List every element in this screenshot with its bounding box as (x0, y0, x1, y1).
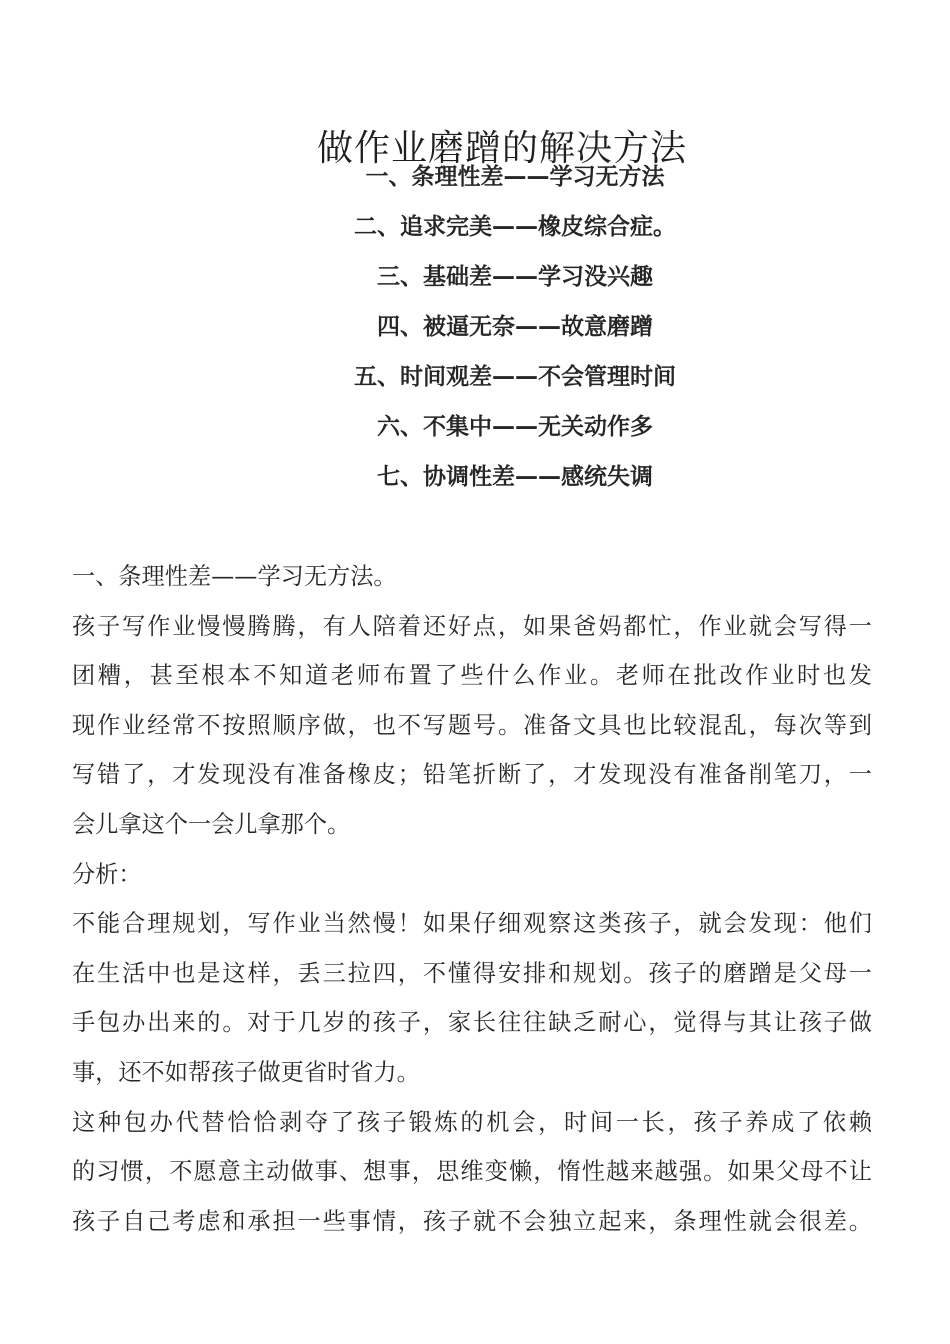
text-line: 事，还不如帮孩子做更省时省力。 (72, 1058, 420, 1086)
analysis-label: 分析： (72, 860, 142, 888)
section-body (72, 552, 872, 1246)
text-line: 在生活中也是这样，丢三拉四，不懂得安排和规划。孩子的磨蹭是父母一 (72, 959, 872, 987)
text-line: 的习惯，不愿意主动做事、想事，思维变懒，惰性越来越强。如果父母不让 (72, 1158, 872, 1186)
text-line: 孩子自己考虑和承担一些事情，孩子就不会独立起来，条理性就会很差。 (72, 1207, 872, 1235)
toc-item: 四、被逼无奈——故意磨蹭 (377, 314, 653, 340)
text-line: 孩子写作业慢慢腾腾，有人陪着还好点，如果爸妈都忙，作业就会写得一 (72, 612, 872, 640)
toc-item: 六、不集中——无关动作多 (377, 414, 653, 440)
section-heading: 一、条理性差——学习无方法。 (72, 563, 397, 590)
toc-item: 三、基础差——学习没兴趣 (377, 264, 653, 290)
table-of-contents (0, 152, 950, 502)
toc-item: 五、时间观差——不会管理时间 (354, 364, 676, 390)
text-line: 会儿拿这个一会儿拿那个。 (72, 810, 351, 838)
text-line: 现作业经常不按照顺序做，也不写题号。准备文具也比较混乱，每次等到 (72, 711, 872, 739)
document-title: 做作业磨蹭的解决方法 (316, 128, 687, 170)
text-line: 写错了，才发现没有准备橡皮；铅笔折断了，才发现没有准备削笔刀，一 (72, 761, 872, 789)
text-line: 这种包办代替恰恰剥夺了孩子锻炼的机会，时间一长，孩子养成了依赖 (72, 1108, 872, 1136)
text-line: 手包办出来的。对于几岁的孩子，家长往往缺乏耐心，觉得与其让孩子做 (72, 1009, 872, 1037)
toc-item: 一、条理性差——学习无方法 (365, 164, 665, 190)
toc-item: 七、协调性差——感统失调 (377, 464, 653, 490)
toc-item: 二、追求完美——橡皮综合症。 (354, 214, 676, 240)
paragraph-analysis (72, 899, 872, 1097)
paragraph-conclusion (72, 1098, 872, 1247)
text-line: 不能合理规划，写作业当然慢！如果仔细观察这类孩子，就会发现：他们 (72, 910, 872, 938)
paragraph-description (72, 602, 872, 850)
text-line: 团糟，甚至根本不知道老师布置了些什么作业。老师在批改作业时也发 (72, 662, 872, 690)
